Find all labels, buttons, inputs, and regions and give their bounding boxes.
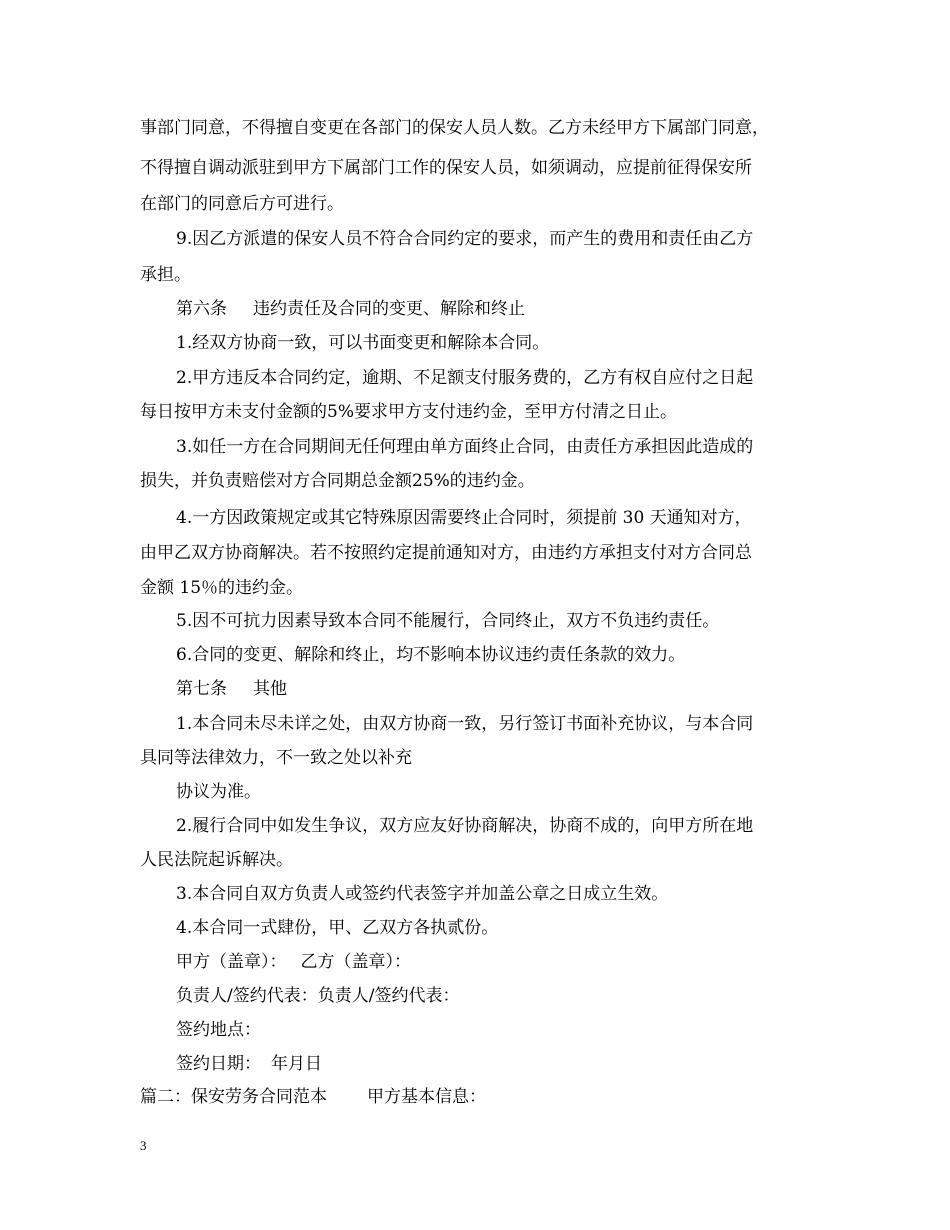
text-line: 5.因不可抗力因素导致本合同不能履行，合同终止，双方不负违约责任。 bbox=[176, 611, 720, 631]
text-line: 承担。 bbox=[140, 265, 191, 285]
signing-place-line: 签约地点： bbox=[176, 1020, 261, 1040]
party-b-seal-label: 乙方（盖章）： bbox=[300, 952, 411, 972]
article-title: 其他 bbox=[253, 679, 287, 699]
text-line: 事部门同意，不得擅自变更在各部门的保安人员人数。乙方未经甲方下属部门同意， bbox=[140, 118, 769, 138]
signing-date-label: 签约日期： bbox=[176, 1054, 261, 1074]
signature-party-line bbox=[176, 950, 411, 974]
section-two-heading bbox=[140, 1085, 486, 1109]
text-line: 由甲乙双方协商解决。若不按照约定提前通知对方，由违约方承担支付对方合同总 bbox=[140, 543, 752, 563]
date-placeholder: 年月日 bbox=[271, 1054, 322, 1074]
text-line: 损失，并负责赔偿对方合同期总金额25%的违约金。 bbox=[140, 471, 535, 491]
article-title: 违约责任及合同的变更、解除和终止 bbox=[253, 299, 525, 319]
text-line: 6.合同的变更、解除和终止，均不影响本协议违约责任条款的效力。 bbox=[176, 645, 686, 665]
text-line: 1.经双方协商一致，可以书面变更和解除本合同。 bbox=[176, 333, 550, 353]
article-six-heading bbox=[176, 297, 525, 321]
text-line: 4.一方因政策规定或其它特殊原因需要终止合同时，须提前 30 天通知对方， bbox=[176, 508, 752, 528]
text-line: 具同等法律效力，不一致之处以补充 bbox=[140, 748, 412, 768]
text-line: 在部门的同意后方可进行。 bbox=[140, 194, 344, 214]
text-line: 1.本合同未尽未详之处，由双方协商一致，另行签订书面补充协议，与本合同 bbox=[176, 714, 754, 734]
text-line: 协议为准。 bbox=[176, 782, 261, 802]
text-line: 每日按甲方未支付金额的5%要求甲方支付违约金，至甲方付清之日止。 bbox=[140, 402, 677, 422]
text-line: 人民法院起诉解决。 bbox=[140, 850, 293, 870]
text-line: 3.本合同自双方负责人或签约代表签字并加盖公章之日成立生效。 bbox=[176, 884, 669, 904]
text-line: 9.因乙方派遣的保安人员不符合合同约定的要求，而产生的费用和责任由乙方 bbox=[176, 229, 754, 249]
article-seven-heading bbox=[176, 677, 287, 701]
representative-line: 负责人/签约代表：负责人/签约代表： bbox=[176, 986, 460, 1006]
text-line: 4.本合同一式肆份，甲、乙双方各执贰份。 bbox=[176, 918, 499, 938]
text-line: 2.甲方违反本合同约定，逾期、不足额支付服务费的，乙方有权自应付之日起 bbox=[176, 368, 754, 388]
text-line: 3.如任一方在合同期间无任何理由单方面终止合同，由责任方承担因此造成的 bbox=[176, 437, 754, 457]
party-a-info-label: 甲方基本信息： bbox=[367, 1087, 486, 1107]
text-line: 金额 15％的违约金。 bbox=[140, 578, 304, 598]
party-a-seal-label: 甲方（盖章）： bbox=[176, 952, 287, 972]
article-number: 第七条 bbox=[176, 679, 227, 699]
text-line: 不得擅自调动派驻到甲方下属部门工作的保安人员，如须调动，应提前征得保安所 bbox=[140, 158, 752, 178]
text-line: 2.履行合同中如发生争议，双方应友好协商解决，协商不成的，向甲方所在地 bbox=[176, 816, 754, 836]
section-title: 篇二：保安劳务合同范本 bbox=[140, 1087, 327, 1107]
signing-date-line bbox=[176, 1052, 322, 1076]
article-number: 第六条 bbox=[176, 299, 227, 319]
page-number: 3 bbox=[140, 1138, 147, 1153]
